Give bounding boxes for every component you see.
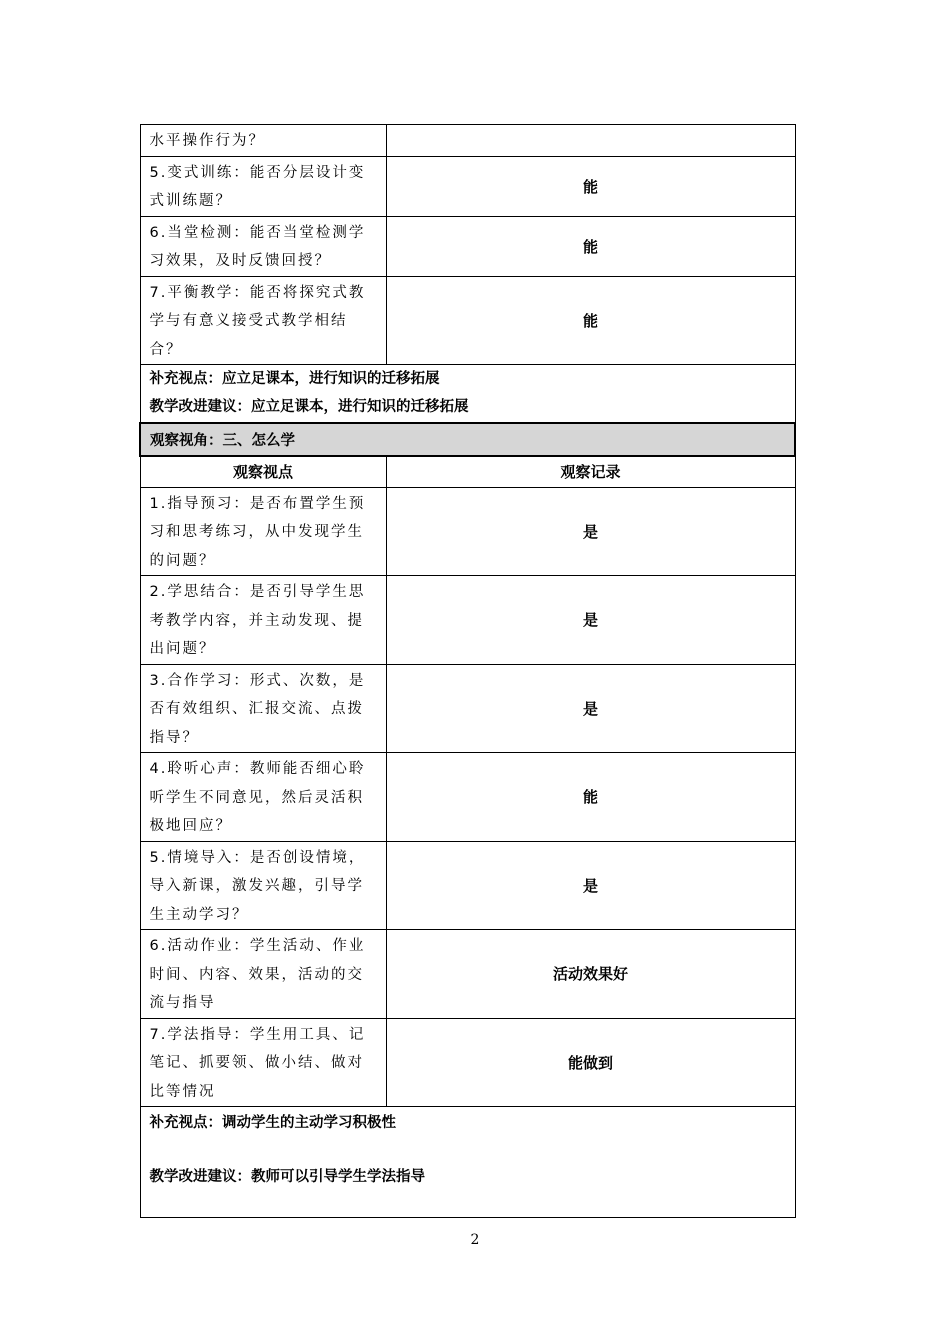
table-row (140, 487, 795, 576)
table-row (140, 841, 795, 930)
record-cell: 能做到 (386, 1018, 795, 1107)
viewpoint-cell: 水平操作行为？ (140, 125, 386, 157)
table-row (140, 1018, 795, 1107)
page-number: 2 (470, 1232, 480, 1248)
viewpoint-cell: 3.合作学习：形式、次数，是否有效组织、汇报交流、点拨指导？ (140, 664, 386, 753)
record-cell: 能 (386, 753, 795, 842)
record-cell: 能 (386, 156, 795, 216)
record-cell: 活动效果好 (386, 930, 795, 1019)
supplement-viewpoint: 补充视点：调动学生的主动学习积极性 (149, 1115, 396, 1131)
record-cell: 是 (386, 841, 795, 930)
column-header-row (140, 456, 795, 488)
table-row (140, 125, 795, 157)
viewpoint-cell: 7.平衡教学：能否将探究式教学与有意义接受式教学相结合？ (140, 276, 386, 365)
viewpoint-cell: 1.指导预习：是否布置学生预习和思考练习，从中发现学生的问题？ (140, 487, 386, 576)
column-header-record: 观察记录 (386, 456, 795, 488)
record-cell: 是 (386, 576, 795, 665)
viewpoint-cell: 4.聆听心声：教师能否细心聆听学生不同意见，然后灵活积极地回应？ (140, 753, 386, 842)
supplement-cell (140, 1107, 795, 1218)
section-header-row (140, 423, 795, 456)
viewpoint-cell: 5.变式训练：能否分层设计变式训练题？ (140, 156, 386, 216)
section-title: 观察视角：三、怎么学 (140, 423, 795, 456)
supplement-row (140, 1107, 795, 1218)
column-header-viewpoint: 观察视点 (140, 456, 386, 488)
viewpoint-cell: 6.活动作业：学生活动、作业时间、内容、效果，活动的交流与指导 (140, 930, 386, 1019)
viewpoint-cell: 5.情境导入：是否创设情境，导入新课，激发兴趣，引导学生主动学习？ (140, 841, 386, 930)
table-row (140, 156, 795, 216)
table-row (140, 664, 795, 753)
table-row (140, 576, 795, 665)
table-row (140, 753, 795, 842)
supplement-cell (140, 365, 795, 423)
viewpoint-cell: 6.当堂检测：能否当堂检测学习效果，及时反馈回授？ (140, 216, 386, 276)
record-cell: 能 (386, 216, 795, 276)
supplement-row (140, 365, 795, 423)
improvement-suggestion: 教学改进建议：应立足课本，进行知识的迁移拓展 (149, 399, 469, 416)
record-cell: 能 (386, 276, 795, 365)
viewpoint-cell: 2.学思结合：是否引导学生思考教学内容，并主动发现、提出问题？ (140, 576, 386, 665)
record-cell (386, 125, 795, 157)
table-row (140, 276, 795, 365)
table-row (140, 216, 795, 276)
supplement-viewpoint: 补充视点：应立足课本，进行知识的迁移拓展 (149, 371, 440, 388)
improvement-suggestion: 教学改进建议：教师可以引导学生学法指导 (149, 1169, 425, 1185)
viewpoint-cell: 7.学法指导：学生用工具、记笔记、抓要领、做小结、做对比等情况 (140, 1018, 386, 1107)
table-row (140, 930, 795, 1019)
observation-table (139, 124, 796, 1218)
record-cell: 是 (386, 664, 795, 753)
record-cell: 是 (386, 487, 795, 576)
blank-line (150, 1137, 786, 1163)
